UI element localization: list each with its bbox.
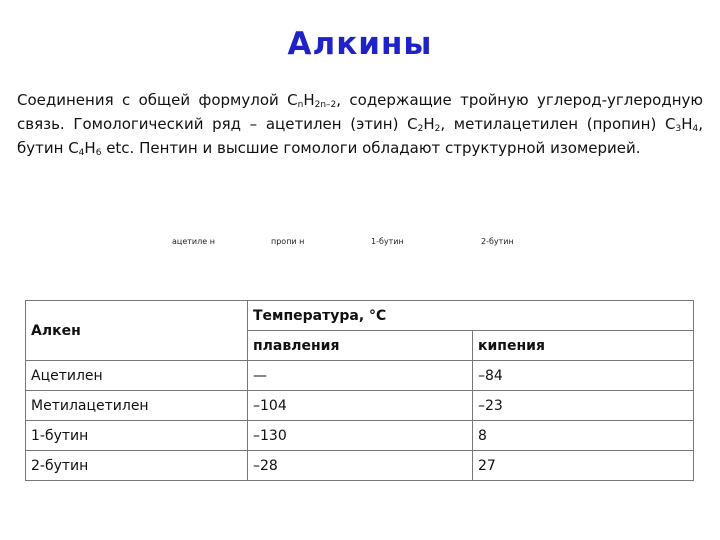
header-boiling: кипения [473,331,694,361]
caption-2-butyne: 2-бутин [481,237,514,246]
subscript: 3 [675,124,682,134]
table-row [26,391,694,421]
structure-captions [0,237,720,267]
header-temperature: Температура, °C [248,301,694,331]
intro-text: H [303,91,315,109]
cell-melting: –130 [248,421,473,451]
header-melting: плавления [248,331,473,361]
subscript: 2 [417,124,424,134]
alkyne-properties-table [25,300,694,481]
caption-acetylene: ацетиле н [172,237,215,246]
header-alkene: Алкен [26,301,248,361]
intro-text: Соединения с общей формулой C [17,91,298,109]
cell-boiling: –84 [473,361,694,391]
caption-propyne: пропи н [271,237,305,246]
subscript: 4 [692,124,699,134]
cell-name: 2-бутин [26,451,248,481]
table-header-row [26,301,694,331]
cell-melting: –104 [248,391,473,421]
cell-boiling: 8 [473,421,694,451]
caption-1-butyne: 1-бутин [371,237,404,246]
table-row [26,421,694,451]
cell-melting: –28 [248,451,473,481]
cell-boiling: 27 [473,451,694,481]
intro-text: H [681,115,693,133]
subscript: 2 [434,124,441,134]
intro-paragraph [17,88,703,160]
cell-name: 1-бутин [26,421,248,451]
intro-text: H [423,115,435,133]
intro-text: etc. Пентин и высшие гомологи обладают структурной изомерией. [101,139,641,157]
cell-boiling: –23 [473,391,694,421]
cell-melting: — [248,361,473,391]
intro-text: , метилацетилен (пропин) C [440,115,676,133]
page-title: Алкины [287,26,433,62]
intro-text: , содержащие тройную углерод-углеродную связь. Гомологический ряд – ацетилен (этин) C [17,91,703,133]
table-row [26,451,694,481]
cell-name: Метилацетилен [26,391,248,421]
subscript: 6 [95,148,102,158]
subscript: 4 [78,148,85,158]
cell-name: Ацетилен [26,361,248,391]
intro-text: H [84,139,96,157]
table-row [26,361,694,391]
subscript: n [297,100,304,110]
subscript: 2n–2 [314,100,337,110]
intro-text: , бутин C [17,115,703,157]
